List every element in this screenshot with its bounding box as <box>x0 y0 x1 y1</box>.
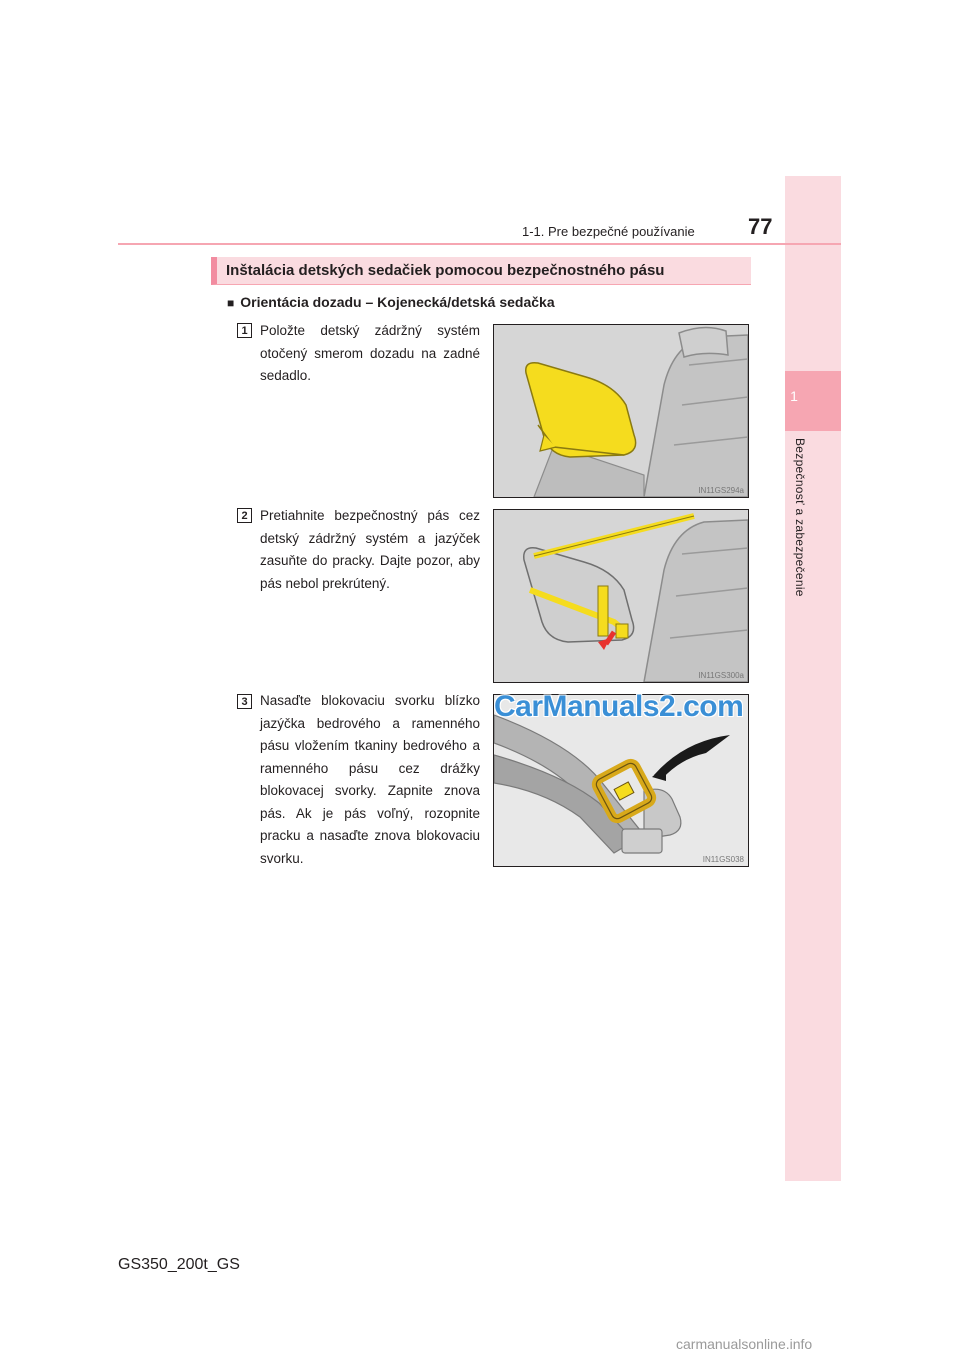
figure-belt-routing <box>493 509 749 683</box>
figure-code: IN11GS294a <box>698 486 744 495</box>
header-rule <box>118 243 841 245</box>
figure-code: IN11GS300a <box>698 671 744 680</box>
sub-heading <box>227 294 555 310</box>
step-text-3: Nasaďte blokovaciu svorku blízko jazýčka bedrového a ramenného pásu vložením tkaniny bedrového a ramenného pásu cez drážky blokovacej svorky. Zapnite znova pás. Ak je pás voľný, rozopnite pracku a nasaďte znova blokovaciu svorku. <box>260 693 480 866</box>
belt-routing-illustration <box>494 510 748 682</box>
square-bullet-icon: ■ <box>227 296 235 310</box>
chapter-side-label: Bezpečnosť a zabezpečenie <box>793 438 807 597</box>
sub-heading-text: Orientácia dozadu – Kojenecká/detská sedačka <box>240 294 555 310</box>
chapter-side-tab <box>785 176 841 1181</box>
step-number-2: 2 <box>237 508 252 523</box>
figure-child-seat-placement <box>493 324 749 498</box>
section-title: Inštalácia detských sedačiek pomocou bezpečnostného pásu <box>211 257 751 285</box>
figure-code: IN11GS038 <box>702 855 744 864</box>
step-number-1: 1 <box>237 323 252 338</box>
step-number-3: 3 <box>237 694 252 709</box>
step-text-2: Pretiahnite bezpečnostný pás cez detský zádržný systém a jazýček zasuňte do pracky. Dajte pozor, aby pás nebol prekrútený. <box>260 508 480 591</box>
footer-model: GS350_200t_GS <box>118 1256 240 1273</box>
chapter-number: 1 <box>790 388 798 404</box>
page-number: 77 <box>748 214 773 239</box>
watermark: CarManuals2.com <box>494 690 744 723</box>
child-seat-illustration <box>494 325 748 497</box>
footer-site: carmanualsonline.info <box>676 1336 813 1352</box>
running-header: 1-1. Pre bezpečné používanie <box>522 224 695 239</box>
step-text-1: Položte detský zádržný systém otočený smerom dozadu na zadné sedadlo. <box>260 323 480 383</box>
